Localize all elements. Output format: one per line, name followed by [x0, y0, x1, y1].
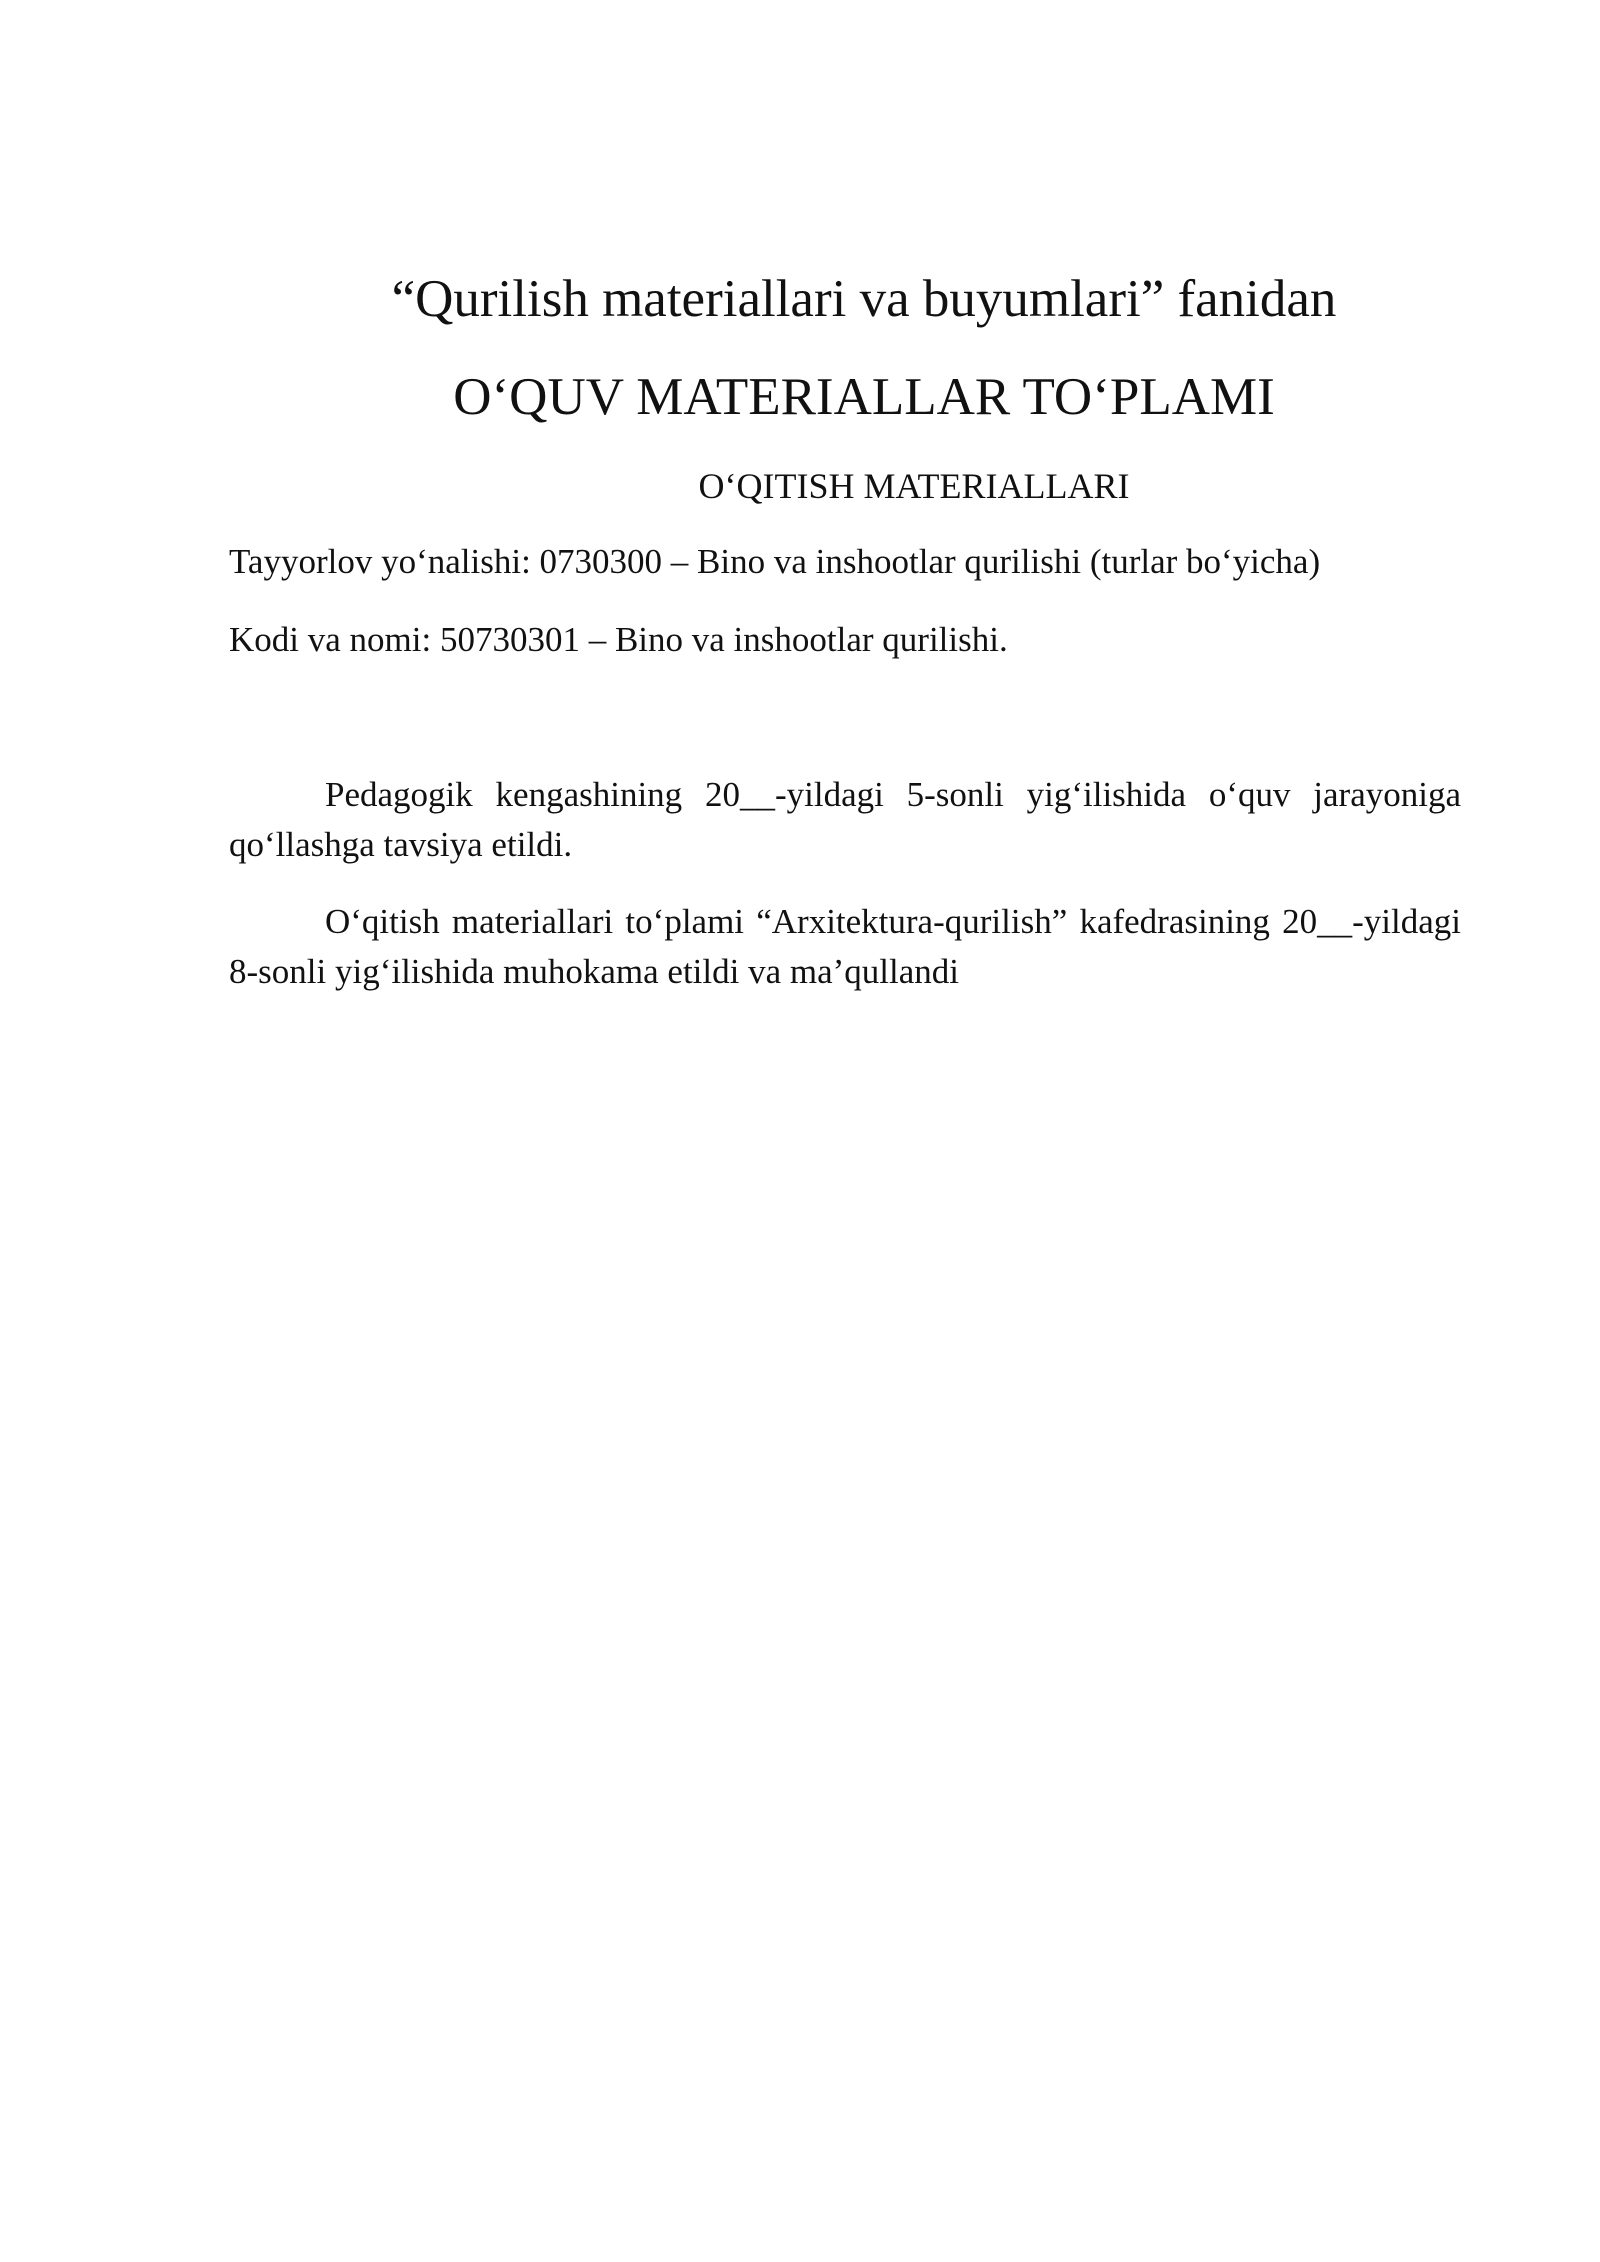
direction-line: Tayyorlov yo‘nalishi: 0730300 – Bino va inshootlar qurilishi (turlar bo‘yicha) [229, 542, 1321, 581]
main-title: O‘QUV MATERIALLAR TO‘PLAMI [453, 368, 1275, 426]
recommendation-paragraph: Pedagogik kengashining 20__-yildagi 5-sonli yig‘ilishida o‘quv jarayoniga qo‘llashga tavsiya etildi. [229, 775, 1461, 864]
code-name-line: Kodi va nomi: 50730301 – Bino va inshootlar qurilishi. [229, 620, 1008, 659]
subject-line: “Qurilish materiallari va buyumlari” fanidan [391, 270, 1337, 328]
approval-paragraph: O‘qitish materiallari to‘plami “Arxitektura-qurilish” kafedrasining 20__-yildagi 8-sonli yig‘ilishida muhokama etildi va ma’qullandi [229, 902, 1461, 991]
subtitle: O‘QITISH MATERIALLARI [698, 466, 1130, 506]
